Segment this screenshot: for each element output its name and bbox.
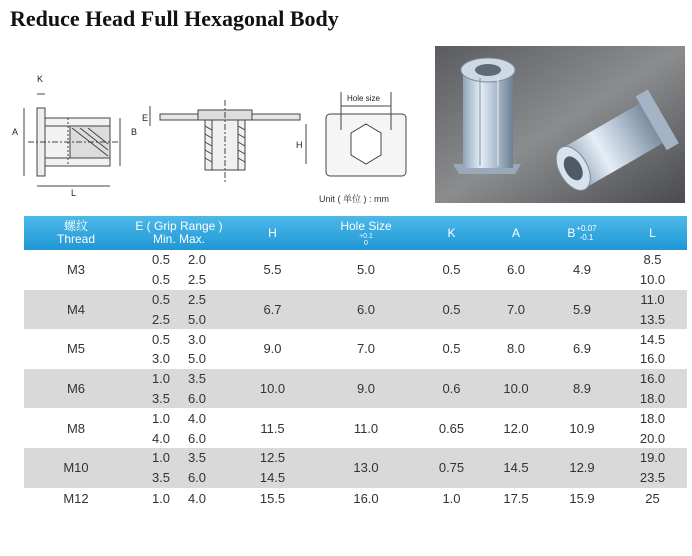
cell-b: 8.9 — [572, 381, 592, 397]
grip-max: 4.0 — [187, 410, 207, 426]
header-thread-cn: 螺纹 — [63, 219, 88, 233]
cell-l — [618, 329, 687, 369]
a-label: A — [12, 127, 19, 137]
cell-grip-range — [128, 408, 230, 448]
cell-h-value: 14.5 — [259, 470, 286, 486]
cell-thread: M5 — [66, 341, 86, 357]
header-b-tol-plus: +0.07 — [576, 224, 597, 233]
cell-grip-range — [128, 250, 230, 290]
cell-a: 12.0 — [503, 420, 529, 436]
grip-max: 5.0 — [187, 311, 207, 327]
header-thread — [24, 216, 128, 250]
grip-max: 5.0 — [187, 351, 207, 367]
cell-l-value: 14.5 — [639, 331, 666, 347]
table-row — [24, 369, 687, 409]
header-b — [546, 216, 618, 250]
cell-thread: M10 — [63, 460, 89, 476]
cell-l-value: 25 — [645, 491, 660, 507]
b-label: B — [131, 127, 138, 137]
grip-pair — [143, 391, 215, 406]
spec-table — [24, 216, 687, 510]
section-view-drawing — [150, 100, 300, 183]
cell-l — [618, 408, 687, 448]
cell-h-value: 15.5 — [259, 491, 286, 507]
grip-min: 0.5 — [151, 291, 171, 307]
cell-l — [618, 448, 687, 488]
cell-k: 1.0 — [442, 491, 461, 507]
grip-max: 3.5 — [187, 371, 207, 387]
cell-a: 10.0 — [503, 381, 529, 397]
cell-l-value: 18.0 — [639, 410, 666, 426]
cell-b: 4.9 — [572, 262, 592, 278]
cell-l-value: 19.0 — [639, 450, 666, 466]
cell-h — [230, 408, 315, 448]
cell-grip-range — [128, 488, 230, 510]
cell-h-value: 5.5 — [263, 262, 282, 278]
page-title: Reduce Head Full Hexagonal Body — [10, 6, 339, 31]
header-hole-size-label: Hole Size — [340, 218, 392, 233]
cell-grip-range — [128, 290, 230, 330]
cell-k: 0.5 — [442, 262, 461, 278]
header-b-label: B — [567, 225, 576, 240]
header-grip-range — [128, 216, 230, 250]
grip-max: 6.0 — [187, 430, 207, 446]
cell-h-value: 9.0 — [263, 341, 282, 357]
cell-k: 0.65 — [438, 420, 465, 436]
table-row — [24, 448, 687, 488]
grip-min: 3.5 — [151, 470, 171, 486]
e-label: E — [142, 113, 149, 123]
grip-pair — [143, 450, 215, 465]
cell-thread: M12 — [63, 491, 89, 507]
l-label: L — [71, 188, 77, 198]
header-e-minmax — [153, 233, 205, 246]
cell-l-value: 10.0 — [639, 272, 666, 288]
cell-k: 0.75 — [438, 460, 465, 476]
grip-max: 6.0 — [187, 390, 207, 406]
cell-l — [618, 250, 687, 290]
header-hole-size — [315, 216, 417, 250]
header-hole-tol-plus: +0.1 — [359, 232, 373, 240]
grip-max: 3.0 — [187, 331, 207, 347]
cell-l-value: 16.0 — [639, 371, 666, 387]
grip-pair — [143, 470, 215, 485]
grip-max: 2.0 — [187, 252, 207, 268]
cell-a: 8.0 — [506, 341, 526, 357]
cell-b: 10.9 — [569, 420, 595, 436]
cell-h-value: 10.0 — [259, 381, 286, 397]
grip-min: 1.0 — [151, 371, 171, 387]
cell-l-value: 13.5 — [639, 311, 666, 327]
cell-l — [618, 290, 687, 330]
header-e-min: Min. — [152, 232, 176, 246]
cell-k: 0.5 — [442, 301, 461, 317]
grip-pair — [143, 351, 215, 366]
cell-l-value: 18.0 — [639, 390, 666, 406]
header-a: A — [511, 225, 520, 240]
cell-h — [230, 488, 315, 510]
table-row — [24, 329, 687, 369]
grip-pair — [143, 292, 215, 307]
table-row — [24, 488, 687, 510]
cell-a: 17.5 — [503, 491, 529, 507]
product-photo — [435, 46, 685, 203]
header-h: H — [268, 225, 277, 240]
cell-grip-range — [128, 369, 230, 409]
grip-pair — [143, 431, 215, 446]
header-hole-tol-minus: 0 — [364, 239, 368, 247]
cell-hole-size: 11.0 — [353, 420, 379, 436]
cell-hole-size: 9.0 — [356, 381, 376, 397]
cell-h-value: 12.5 — [259, 450, 286, 466]
grip-min: 1.0 — [151, 450, 171, 466]
header-k: K — [447, 225, 456, 240]
cell-thread: M6 — [66, 381, 86, 397]
grip-max: 4.0 — [187, 491, 207, 507]
h-label: H — [296, 140, 303, 150]
cell-thread: M4 — [66, 301, 86, 317]
cell-hole-size: 6.0 — [356, 301, 376, 317]
cell-hole-size: 7.0 — [356, 341, 376, 357]
grip-pair — [143, 272, 215, 287]
grip-min: 0.5 — [151, 331, 171, 347]
cell-h-value: 6.7 — [263, 301, 282, 317]
cell-grip-range — [128, 448, 230, 488]
table-row — [24, 408, 687, 448]
header-e-max: Max. — [179, 232, 206, 246]
grip-min: 3.0 — [151, 351, 171, 367]
cell-h — [230, 369, 315, 409]
grip-max: 6.0 — [187, 470, 207, 486]
header-thread-en: Thread — [56, 232, 96, 246]
header-l: L — [649, 225, 656, 240]
grip-max: 3.5 — [187, 450, 207, 466]
grip-pair — [143, 332, 215, 347]
grip-max: 2.5 — [187, 291, 207, 307]
grip-pair — [143, 491, 215, 506]
grip-min: 1.0 — [151, 491, 171, 507]
cell-l — [618, 488, 687, 510]
cell-hole-size: 16.0 — [353, 491, 379, 507]
grip-pair — [143, 312, 215, 327]
cell-b: 5.9 — [572, 301, 592, 317]
cell-h — [230, 250, 315, 290]
cell-l-value: 16.0 — [639, 351, 666, 367]
grip-min: 1.0 — [151, 410, 171, 426]
cell-h — [230, 290, 315, 330]
grip-pair — [143, 371, 215, 386]
hole-view-drawing — [306, 92, 406, 176]
header-e-title: E ( Grip Range ) — [135, 219, 223, 233]
cell-h — [230, 448, 315, 488]
grip-min: 2.5 — [151, 311, 171, 327]
table-body — [24, 250, 687, 510]
table-row — [24, 290, 687, 330]
cell-a: 6.0 — [506, 262, 526, 278]
cell-l-value: 11.0 — [640, 291, 665, 307]
grip-min: 0.5 — [151, 252, 171, 268]
technical-drawings — [0, 38, 430, 210]
cell-b: 6.9 — [572, 341, 592, 357]
cell-l-value: 20.0 — [639, 430, 666, 446]
cell-grip-range — [128, 329, 230, 369]
grip-min: 3.5 — [151, 390, 171, 406]
cell-h — [230, 329, 315, 369]
table-header — [24, 216, 687, 250]
nut-standing — [453, 58, 521, 174]
cell-thread: M8 — [66, 420, 86, 436]
cell-k: 0.6 — [442, 381, 461, 397]
cell-b: 12.9 — [569, 460, 595, 476]
cell-a: 14.5 — [503, 460, 529, 476]
cell-a: 7.0 — [506, 301, 526, 317]
cell-hole-size: 13.0 — [353, 460, 379, 476]
grip-min: 0.5 — [151, 272, 171, 288]
unit-note: Unit ( 单位 ) : mm — [319, 194, 389, 204]
header-b-tol-minus: -0.1 — [579, 233, 594, 242]
grip-pair — [143, 411, 215, 426]
cell-l-value: 23.5 — [639, 470, 666, 486]
cell-l — [618, 369, 687, 409]
cell-thread: M3 — [66, 262, 86, 278]
grip-min: 4.0 — [151, 430, 171, 446]
cell-l-value: 8.5 — [643, 252, 662, 268]
grip-max: 2.5 — [187, 272, 207, 288]
k-label: K — [37, 74, 44, 84]
side-view-drawing — [24, 94, 120, 186]
hole-size-label: Hole size — [347, 94, 380, 103]
cell-k: 0.5 — [442, 341, 461, 357]
cell-hole-size: 5.0 — [356, 262, 376, 278]
grip-pair — [143, 252, 215, 267]
cell-b: 15.9 — [569, 491, 595, 507]
table-row — [24, 250, 687, 290]
cell-h-value: 11.5 — [260, 420, 285, 436]
